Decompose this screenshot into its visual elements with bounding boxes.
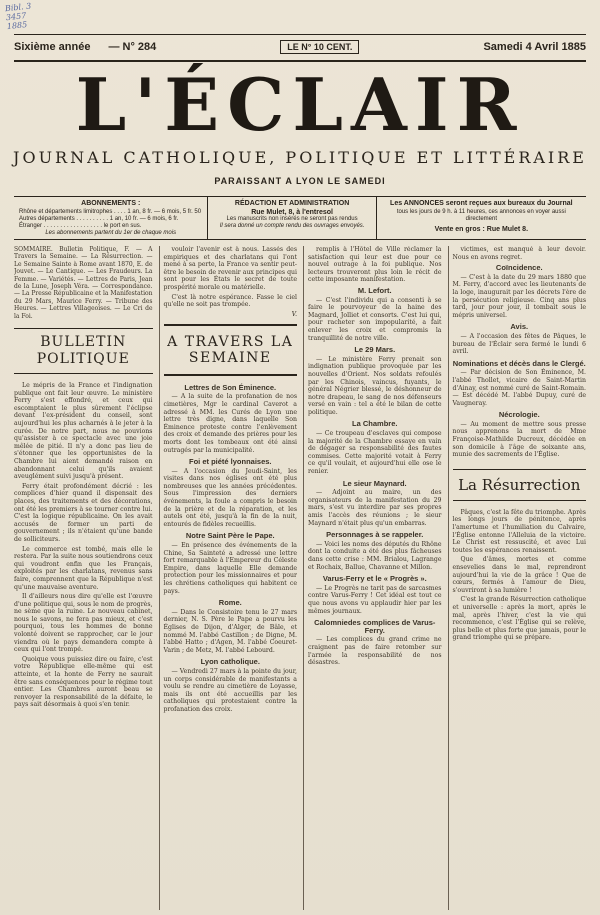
library-stamp: Bibl. 3 3457 1885 (4, 1, 32, 32)
article: Nominations et décès dans le Clergé. — Par décision de Son Éminence, M. l'abbé Thollet, vicaire de Saint-Martin d'Ainay, est nommé curé de Saint-Romain. — Est décédé M. l'abbé Dupuy, curé de Vaugneray. (452, 358, 586, 407)
issue-line (14, 36, 586, 58)
masthead-tagline: PARAISSANT A LYON LE SAMEDI (214, 176, 386, 186)
article: Foi et piété lyonnaises. — A l'occasion du Jeudi-Saint, les visites dans nos églises ont été plus nombreuses que les années précédentes. Sous l'impression des derniers événements, la foule a compris le besoin de la prière et de la réparation, et les autels ont été, jusqu'à la fin de la nuit, entourés de fidèles recueillis. (163, 457, 297, 528)
article: Le 29 Mars. — Le ministère Ferry prenait son indignation publique provoquée par les nouvelles d'Orient. Nos soldats refoulés par les Chinois, vaincus, fuyants, le général Négrier blessé, le déshonneur de notre drapeau, le sang de nos défenseurs versé en vain : tel a été le bilan de cette politique. (308, 345, 442, 416)
article: Avis. — A l'occasion des fêtes de Pâques, le bureau de l'Éclair sera fermé le lundi 6 avril. (452, 322, 586, 356)
article: Coïncidence. — C'est à la date du 29 mars 1880 que M. Ferry, d'accord avec les lieutenants de la loge, inaugurait par les décrets l'ère de la persécution religieuse. Cinq ans plus tard, jour pour jour, il tombait sous le mépris universel. (452, 263, 586, 319)
masthead-subtitle: JOURNAL CATHOLIQUE, POLITIQUE ET LITTÉRAIRE (13, 148, 587, 167)
section-title-semaine: A TRAVERS LA SEMAINE (164, 324, 298, 376)
sommaire: SOMMAIRE. Bulletin Politique, F. — A Travers la Semaine. — La Résurrection. — Le Semaine Sainte à Rome avant 1870, E. de Jouvet. — Le Cantique. — Les Fraudeurs. La Femme. — Variétés. — Lettres de Paris, Jean de la Lune, Joseph Véra. — Correspondance. — La Presse Républicaine et la Manifestation du 29 Mars, Maurice Ferry. — Tribune des Heures. — Lettres Villageoises. — Le Cri de la Foi. (14, 246, 153, 320)
article: Calomniedes complices de Varus-Ferry. — Les complices du grand crime ne craignent pas de faire retomber sur l'armée la responsabilité de nos désastres. (308, 618, 442, 667)
issue-year: Sixième année (14, 41, 91, 53)
column-1 (14, 246, 153, 910)
column-2: vouloir l'avenir est à nous. Lassés des empiriques et des charlatans qui l'ont mené à sa perte, la France va sentir peut-être le besoin de revenir aux principes qui sont pour les États le secret de toute prospérité morale ou matérielle. C'est là notre espérance. Fasse le ciel qu'elle ne soit pas trompée. V. A TRAVERS LA SEMAINE Lettres de Son Éminence. — A la suite de la profanation de nos cimetières, Mgr le cardinal Caverot a adressé à MM. les Curés de Lyon une lettre très digne, dans laquelle Son Éminence proteste contre l'enlèvement des croix et demande des prières pour les morts dont les tombeaux ont été ainsi outragés par la municipalité. Foi et piété lyonnaises. — A l'occasion du Jeudi-Saint, les visites dans nos églises ont été plus nombreuses que les années précédentes. Sous l'impression des derniers événements, la foule a compris le besoin de la prière et de la réparation, et les autels ont été, jusqu'à la fin de la nuit, entourés de fidèles recueillis. Notre Saint Père le Pape. — En présence des événements de la Chine, Sa Sainteté a adressé une lettre fort remarquable à l'Empereur du Céleste Empire, dans laquelle Elle demande protection pour les missionnaires et pour les chrétiens catholiques qui habitent ce pays. Rome. — Dans le Consistoire tenu le 27 mars dernier, N. S. Père le Pape a pourvu les Églises de Dijon, d'Alger, de Bâle, et nommé M. l'abbé Castillon ; de Digne, M. l'abbé Hatto ; d'Agen, M. l'abbé Coeuret-Varin ; de Metz, M. l'abbé Lebourd. Lyon catholique. — Vendredi 27 mars à la pointe du jour, un corps considérable de manifestants a voulu se rendre au cimetière de Loyasse, mais ils ont été accueillis par les catholiques qui protestaient contre la profanation des croix. (159, 246, 298, 910)
top-rule (14, 34, 586, 35)
article: Varus-Ferry et le « Progrès ». — Le Progrès ne tarit pas de sarcasmes contre Varus-Ferry ! Cet idéal est tout ce que nous avons vu applaudir hier par les mêmes journaux. (308, 574, 442, 615)
article: Personnages à se rappeler. — Voici les noms des députés du Rhône dont la conduite a été des plus fâcheuses dans cette crise : MM. Brialou, Lagrange et Rochaix, Ballue, Chavanne et Millon. (308, 530, 442, 571)
column-4: victimes, est manqué à leur devoir. Nous en avons regret. Coïncidence. — C'est à la date du 29 mars 1880 que M. Ferry, d'accord avec les lieutenants de la loge, inaugurait par les décrets l'ère de la persécution religieuse. Cinq ans plus tard, jour pour jour, il tombait sous le mépris universel. Avis. — A l'occasion des fêtes de Pâques, le bureau de l'Éclair sera fermé le lundi 6 avril. Nominations et décès dans le Clergé. — Par décision de Son Éminence, M. l'abbé Thollet, vicaire de Saint-Martin d'Ainay, est nommé curé de Saint-Romain. — Est décédé M. l'abbé Dupuy, curé de Vaugneray. Nécrologie. — Au moment de mettre sous presse nous apprenons la mort de Mme Françoise-Mathilde Ducreux, décédée en son domicile à l'âge de soixante ans, munie des sacrements de l'Église. La Résurrection Pâques, c'est la fête du triomphe. Après les longs jours de pénitence, après l'amertume et l'humiliation du Calvaire, l'Église entonne l'Alleluia de la victoire. Le Christ est ressuscité, et avec Lui toutes les espérances renaissent. Que d'âmes, mortes et comme ensevelies dans le mal, reprendront aujourd'hui la vie de la grâce ! Que de cœurs, fermés à l'amour de Dieu, s'ouvriront à sa lumière ! C'est la grande Résurrection catholique et universelle : après la mort, après le mal, après l'hiver, c'est la vie qui recommence, c'est l'Église qui se relève, plus belle et plus forte que jamais, pour le grand triomphe qui se prépare. (448, 246, 587, 910)
section-title-resurrection: La Résurrection (453, 469, 587, 501)
article: Notre Saint Père le Pape. — En présence des événements de la Chine, Sa Sainteté a adressé une lettre fort remarquable à l'Empereur du Céleste Empire, dans laquelle Elle demande protection pour les missionnaires et pour les chrétiens catholiques qui habitent ce pays. (163, 531, 297, 595)
article-columns (14, 246, 586, 910)
info-bar (14, 196, 586, 240)
issue-date: Samedi 4 Avril 1885 (483, 41, 586, 53)
article: La Chambre. — Ce troupeau d'esclaves qui compose la majorité de la Chambre essaye en vain de dégager sa responsabilité des fautes commises. Cette majorité votait à Ferry ce qu'il voulait, et aujourd'hui elle ose le renier. (308, 419, 442, 476)
issue-number: — N° 284 (108, 41, 157, 53)
article: M. Lefort. — C'est l'individu qui a consenti à se faire le pourvoyeur de la haine des Magnard, Jolliet et consorts. C'est lui qui, pour racheter son impopularité, a fait enlever les croix et compromis la tranquillité de notre ville. (308, 285, 442, 342)
article: Le sieur Maynard. — Adjoint au maire, un des organisateurs de la manifestation du 29 mars, s'est vu interdire par ses propres amis l'accès des réunions ; le sieur Maynard n'était plus qu'un embarras. (308, 478, 442, 527)
subscriptions-box: ABONNEMENTS : Rhône et départements limitrophes . . . . 1 an, 8 fr. — 6 mois, 5 fr. 50 Autres départements . . . . . . . . . . 1 an, 10 fr. — 6 mois, 6 fr. Étranger . . . . . . . . . . . . . . . . . . le port en sus. Les abonnements partent du 1er de chaque mois (19, 200, 202, 236)
article: Rome. — Dans le Consistoire tenu le 27 mars dernier, N. S. Père le Pape a pourvu les Églises de Dijon, d'Alger, de Bâle, et nommé M. l'abbé Castillon ; de Digne, M. l'abbé Hatto ; d'Agen, M. l'abbé Coeuret-Varin ; de Metz, M. l'abbé Lebourd. (163, 598, 297, 654)
article: Nécrologie. — Au moment de mettre sous presse nous apprenons la mort de Mme Françoise-Mathilde Ducreux, décédée en son domicile à l'âge de soixante ans, munie des sacrements de l'Église. (452, 410, 586, 459)
semaine-articles (164, 384, 298, 714)
office-box: RÉDACTION ET ADMINISTRATION Rue Mulet, 8, à l'entresol Les manuscrits non insérés ne seront pas rendus Il sera donné un compte rendu des ouvrages envoyés. (207, 197, 375, 239)
ads-box: Les ANNONCES seront reçues aux bureaux du Journal tous les jours de 9 h. à 11 heures, ces annonces en voyer aussi directement Vente en gros : Rue Mulet 8. (376, 197, 586, 239)
signature: V. (291, 310, 297, 318)
article: Lettres de Son Éminence. — A la suite de la profanation de nos cimetières, Mgr le cardinal Caverot a adressé à MM. les Curés de Lyon une lettre très digne, dans laquelle Son Éminence proteste contre l'enlèvement des croix et demande des prières pour les morts dont les tombeaux ont été ainsi outragés par la municipalité. (163, 382, 297, 454)
column-3: remplis à l'Hôtel de Ville réclamer la satisfaction qui leur est due pour ce nouvel outrage à la foi publique. Nos lecteurs trouveront plus loin le récit de cette imposante manifestation. M. Lefort. — C'est l'individu qui a consenti à se faire le pourvoyeur de la haine des Magnard, Jolliet et consorts. C'est lui qui, pour racheter son impopularité, a fait enlever les croix et compromis la tranquillité de notre ville. Le 29 Mars. — Le ministère Ferry prenait son indignation publique provoquée par les nouvelles d'Orient. Nos soldats refoulés par les Chinois, vaincus, fuyants, le général Négrier blessé, le déshonneur de notre drapeau, le sang de nos défenseurs versé en vain : tel a été le bilan de cette politique. La Chambre. — Ce troupeau d'esclaves qui compose la majorité de la Chambre essaye en vain de dégager sa responsabilité des fautes commises. Cette majorité votait à Ferry ce qu'il voulait, et aujourd'hui elle ose le renier. Le sieur Maynard. — Adjoint au maire, un des organisateurs de la manifestation du 29 mars, s'est vu interdire par ses propres amis l'accès des réunions ; le sieur Maynard n'était plus qu'un embarras. Personnages à se rappeler. — Voici les noms des députés du Rhône dont la conduite a été des plus fâcheuses dans cette crise : MM. Brialou, Lagrange et Rochaix, Ballue, Chavanne et Millon. Varus-Ferry et le « Progrès ». — Le Progrès ne tarit pas de sarcasmes contre Varus-Ferry ! Cet idéal est tout ce que nous avons vu applaudir hier par les mêmes journaux. Calomniedes complices de Varus-Ferry. — Les complices du grand crime ne craignent pas de faire retomber sur l'armée la responsabilité de nos désastres. (303, 246, 442, 910)
resurrection-text: Pâques, c'est la fête du triomphe. Après les longs jours de pénitence, après l'amertume et l'humiliation du Calvaire, l'Église entonne l'Alleluia de la victoire. Le Christ est ressuscité, et avec Lui toutes les espérances renaissent. Que d'âmes, mortes et comme ensevelies dans le mal, reprendront aujourd'hui la vie de la grâce ! Que de cœurs, fermés à l'amour de Dieu, s'ouvriront à sa lumière ! C'est la grande Résurrection catholique et universelle : après la mort, après le mal, après l'hiver, c'est la vie qui recommence, c'est l'Église qui se relève, plus belle et plus forte que jamais, pour le grand triomphe qui se prépare. (452, 508, 586, 642)
article: Lyon catholique. — Vendredi 27 mars à la pointe du jour, un corps considérable de manifestants a voulu se rendre au cimetière de Loyasse, mais ils ont été accueillis par les catholiques qui protestaient contre la profanation des croix. (163, 657, 297, 713)
masthead-title: L'ÉCLAIR (75, 62, 525, 147)
issue-price: LE N° 10 CENT. (280, 40, 359, 54)
bulletin-politique-text: Le mépris de la France et l'indignation publique ont fait leur œuvre. Le ministère Ferry s'est effondré, et ceux qui escomptaient le plus sûrement l'éclipse devant l'ex-président du conseil, sont aujourd'hui les plus acharnés à le jeter à la curée. De notre part, nous ne pouvions qu'assister à ce spectacle avec une joie mêlée de pitié. Il n'y a donc pas lieu de s'étonner que les opportunistes de la Chambre lui aient demandé raison en abandonnant celui qu'ils avaient aveuglément suivi jusqu'à présent. Ferry était profondément décrié : les complices d'hier quand il dispensait des places, des traitements et des décorations, ont été les premiers à se tourner contre lui. C'est la logique républicaine. On les avait accusés de former un parti de gouvernement ; ils n'étaient qu'une bande de solliciteurs. Le commerce est tombé, mais elle le restera. Par la suite nous soutiendrons ceux qui voudront enfin que les Français, exploités par les charlatans, revenus sans faire, comprennent que la République n'est qu'une mauvaise aventure. Il d'ailleurs nous dire qu'elle est l'œuvre d'une politique qui, sous le nom de progrès, ne sème que la ruine. Le nouveau cabinet, nous le savons, ne fera pas mieux, et c'est pourquoi, tous les hommes de bonne volonté doivent se rapprocher, car le jour viendra où le pays demandera compte à ceux qui l'ont trompé. Quoique vous puissiez dire ou faire, c'est votre République elle-même qui est atteinte, et la honte de Ferry ne saurait être sans conséquences pour le régime tout entier. Les Chambres auront beau se renvoyer la responsabilité de la défaite, le pays sait désormais à quoi s'en tenir. (14, 382, 153, 709)
section-title-bulletin: BULLETIN POLITIQUE (14, 328, 153, 374)
